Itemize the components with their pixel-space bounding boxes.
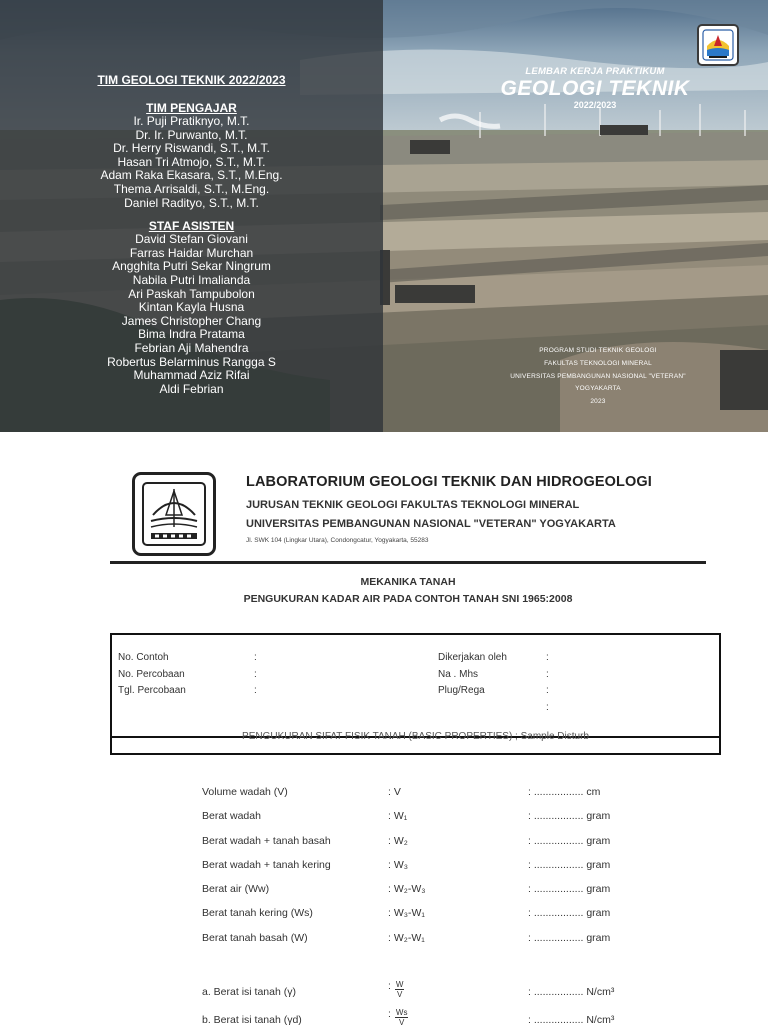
teachers-heading: TIM PENGAJAR [146, 101, 237, 115]
info-label: Plug/Rega [438, 685, 485, 696]
worksheet-label: LEMBAR KERJA PRAKTIKUM [525, 66, 665, 77]
worksheet-subtitle: PENGUKURAN KADAR AIR PADA CONTOH TANAH SNI 1965:2008 [243, 593, 573, 605]
department-name: JURUSAN TEKNIK GEOLOGI FAKULTAS TEKNOLOGI MINERAL [246, 499, 580, 511]
assistant-name: Farras Haidar Murchan [129, 245, 254, 260]
calculation-row [202, 980, 642, 1008]
assistant-name: Aldi Febrian [159, 381, 224, 396]
section-header-text: PENGUKURAN SIFAT FISIK TANAH (BASIC PROPERTIES) ; Sample Disturb [242, 731, 589, 742]
letterhead-divider [110, 561, 706, 564]
lab-worksheet-page [0, 432, 768, 1027]
university-logo [697, 24, 739, 66]
teacher-name: Adam Raka Ekasara, S.T., M.Eng. [100, 168, 283, 183]
measurement-row [202, 810, 642, 834]
measurement-label: Berat wadah + tanah basah [202, 834, 331, 847]
info-field[interactable]: : [254, 668, 257, 680]
measurement-row [202, 786, 642, 810]
measurement-symbol: : W₂-W₃ [388, 883, 426, 896]
university-name: UNIVERSITAS PEMBANGUNAN NASIONAL "VETERAN" YOGYAKARTA [246, 518, 616, 530]
info-field[interactable]: : [254, 652, 257, 663]
assistant-name: Muhammad Aziz Rifai [133, 368, 250, 383]
info-field[interactable]: : [546, 652, 549, 663]
measurement-row [202, 932, 642, 956]
measurement-label: Berat wadah [202, 810, 261, 823]
measurement-value-field[interactable]: : ................. cm [528, 786, 601, 798]
info-field[interactable]: : [546, 668, 549, 680]
calculation-list [202, 980, 642, 1036]
measurement-row [202, 859, 642, 883]
team-heading: TIM GEOLOGI TEKNIK 2022/2023 [97, 73, 286, 87]
measurement-symbol: : W₂-W₁ [388, 931, 425, 944]
lab-logo [132, 472, 216, 556]
measurement-label: Volume wadah (V) [202, 786, 288, 798]
sample-info-box [110, 633, 721, 738]
measurement-symbol: : W₃ [388, 858, 409, 871]
assistant-name: Nabila Putri Imalianda [132, 272, 251, 287]
calculation-value-field[interactable]: : ................. N/cm³ [528, 1014, 615, 1026]
institution-line: PROGRAM STUDI TEKNIK GEOLOGI [539, 347, 657, 354]
formula-numerator: W [395, 980, 404, 989]
info-label: Tgl. Percobaan [118, 685, 186, 696]
teacher-name: Daniel Radityo, S.T., M.T. [124, 195, 259, 210]
teacher-name: Thema Arrisaldi, S.T., M.Eng. [113, 181, 270, 196]
measurement-symbol: : W₃-W₁ [388, 907, 425, 920]
lab-address: Jl. SWK 104 (Lingkar Utara), Condongcatur, Yogyakarta, 55283 [246, 537, 429, 544]
measurement-label: Berat wadah + tanah kering [202, 858, 331, 871]
worksheet-title: MEKANIKA TANAH [360, 576, 456, 588]
institution-line: FAKULTAS TEKNOLOGI MINERAL [544, 359, 652, 367]
calculation-formula: : $\frac{Ws}{V}$ [388, 1008, 408, 1027]
calculation-formula: : $\frac{W}{V}$ [388, 980, 404, 999]
measurement-symbol: : W₁ [388, 810, 408, 823]
course-title-block [480, 66, 710, 110]
document-title [110, 576, 706, 605]
cover-page [0, 0, 768, 432]
institution-line: YOGYAKARTA [575, 385, 621, 393]
measurement-row [202, 883, 642, 907]
measurement-symbol: : W₂ [388, 834, 408, 847]
measurement-label: Berat air (Ww) [202, 883, 270, 896]
info-label: No. Contoh [118, 652, 169, 663]
assistant-name: Febrian Aji Mahendra [134, 340, 249, 355]
measurement-value-field[interactable]: : ................. gram [528, 883, 611, 896]
measurement-label: Berat tanah basah (W) [202, 931, 308, 944]
assistant-name: David Stefan Giovani [135, 232, 248, 247]
formula-numerator: Ws [395, 1008, 408, 1017]
measurement-symbol: : V [388, 786, 401, 798]
team-list [0, 73, 383, 396]
assistant-name: Angghita Putri Sekar Ningrum [112, 259, 271, 274]
assistant-name: James Christopher Chang [121, 313, 262, 328]
formula-denominator: V [397, 990, 403, 999]
info-label: No. Percobaan [118, 668, 185, 680]
course-title: GEOLOGI TEKNIK [500, 77, 690, 100]
measurement-list [202, 786, 642, 956]
course-year: 2022/2023 [573, 100, 617, 110]
info-field[interactable]: : [254, 685, 257, 696]
measurement-label: Berat tanah kering (Ws) [202, 907, 313, 920]
measurement-row [202, 835, 642, 859]
measurement-value-field[interactable]: : ................. gram [528, 907, 611, 920]
assistant-name: Ari Paskah Tampubolon [128, 286, 255, 301]
assistants-heading: STAF ASISTEN [148, 219, 235, 234]
info-label: Dikerjakan oleh [438, 652, 507, 663]
teacher-name: Ir. Puji Pratiknyo, M.T. [133, 114, 250, 128]
lab-emblem-icon [135, 475, 213, 553]
teacher-name: Dr. Herry Riswandi, S.T., M.T. [113, 141, 270, 156]
letterhead [246, 474, 686, 544]
calculation-label: a. Berat isi tanah (γ) [202, 986, 296, 998]
teacher-name: Hasan Tri Atmojo, S.T., M.T. [117, 154, 266, 169]
assistants-list [0, 233, 383, 396]
institution-block [478, 345, 718, 409]
assistant-name: Bima Indra Pratama [138, 327, 245, 342]
teacher-name: Dr. Ir. Purwanto, M.T. [135, 127, 248, 142]
assistant-name: Robertus Belarminus Rangga S [107, 354, 276, 369]
teachers-list [0, 115, 383, 210]
measurement-value-field[interactable]: : ................. gram [528, 810, 611, 823]
institution-line: UNIVERSITAS PEMBANGUNAN NASIONAL "VETERAN" [510, 372, 686, 380]
calculation-row [202, 1008, 642, 1036]
institution-line: 2023 [590, 398, 606, 406]
formula-denominator: V [399, 1018, 405, 1027]
assistant-name: Kintan Kayla Husna [138, 300, 245, 315]
lab-name: LABORATORIUM GEOLOGI TEKNIK DAN HIDROGEOLOGI [246, 474, 652, 490]
measurement-row [202, 907, 642, 931]
info-label: Na . Mhs [438, 668, 479, 680]
calculation-value-field[interactable]: : ................. N/cm³ [528, 986, 615, 998]
measurement-value-field[interactable]: : ................. gram [528, 834, 611, 847]
info-field[interactable]: : [546, 701, 549, 713]
university-emblem-icon [699, 26, 737, 64]
section-header [110, 731, 721, 755]
measurement-value-field[interactable]: : ................. gram [528, 858, 611, 871]
info-field[interactable]: : [546, 685, 549, 696]
calculation-label: b. Berat isi tanah (γd) [202, 1014, 302, 1026]
measurement-value-field[interactable]: : ................. gram [528, 931, 611, 944]
